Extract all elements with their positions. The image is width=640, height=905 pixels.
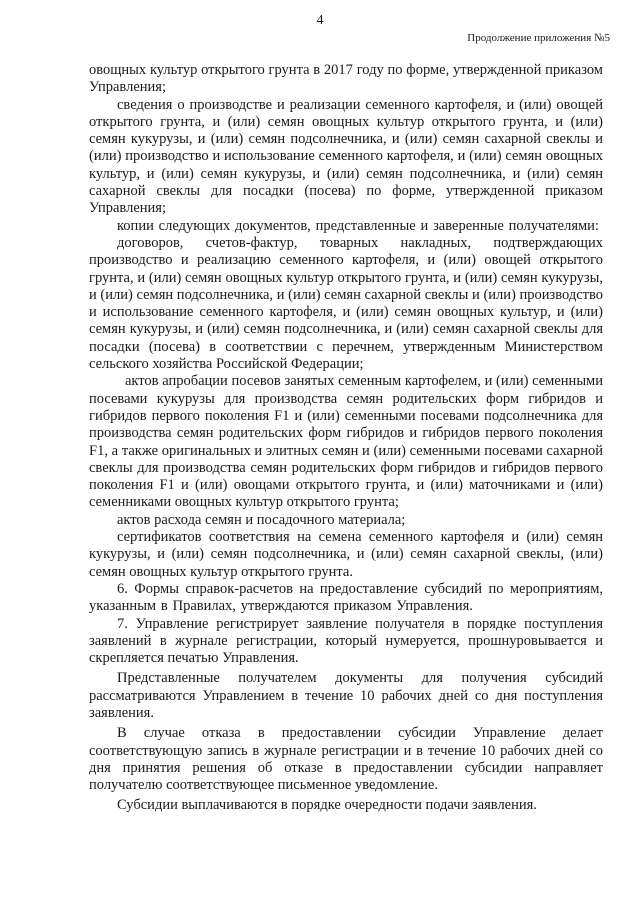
paragraph-7: сертификатов соответствия на семена семенного картофеля и (или) семян кукурузы, и (или) семян подсолнечника, и (или) семян сахарной свеклы, (или) семян овощных культур открытого грунта. xyxy=(89,529,603,580)
paragraph-9: 7. Управление регистрирует заявление получателя в порядке поступления заявлений в журнале регистрации, который нумеруется, прошнуровывается и скрепляется печатью Управления. xyxy=(89,615,603,667)
document-body xyxy=(89,62,603,815)
paragraph-1: овощных культур открытого грунта в 2017 году по форме, утвержденной приказом Управления; xyxy=(89,62,603,96)
paragraph-3: копии следующих документов, представленные и заверенные получателями: xyxy=(117,217,599,234)
paragraph-11: В случае отказа в предоставлении субсидии Управление делает соответствующую запись в журнале регистрации и в течение 10 рабочих дней со дня принятия решения об отказе в предоставлении субсидии направляет получателю соответствующее письменное уведомление. xyxy=(89,725,603,794)
paragraph-8: 6. Формы справок-расчетов на предоставление субсидий по мероприятиям, указанным в Правилах, утверждаются приказом Управления. xyxy=(89,580,603,615)
page-number: 4 xyxy=(316,13,324,28)
appendix-note: Продолжение приложения №5 xyxy=(467,32,610,44)
paragraph-5: актов апробации посевов занятых семенным картофелем, и (или) семенными посевами кукурузы для производства семян родительских форм гибридов и гибридов первого поколения F1 и (или) семенными посевами подсолнечника для производства семян родительских форм гибридов и гибридов первого поколения F1, а также оригинальных и элитных семян и (или) семенными посевами сахарной свеклы для производства семян родительских форм гибридов и гибридов первого поколения F1 и (или) овощами открытого грунта, и (или) маточниками и (или) семенниками овощных культур открытого грунта; xyxy=(89,373,603,511)
paragraph-4: договоров, счетов-фактур, товарных накладных, подтверждающих производство и реализацию семенного картофеля, и (или) овощей открытого грунта, и (или) семян овощных культур открытого грунта, и (или) семян кукурузы, и (или) семян подсолнечника, и (или) семян сахарной свеклы и (или) производство и использование семенного картофеля, и (или) семян овощных культур, и (или) семян кукурузы, и (или) семян подсолнечника, и (или) семян сахарной свеклы для посадки (посева) в соответствии с перечнем, утвержденным Министерством сельского хозяйства Российской Федерации; xyxy=(89,234,603,373)
paragraph-12: Субсидии выплачиваются в порядке очередности подачи заявления. xyxy=(117,797,537,814)
paragraph-2: сведения о производстве и реализации семенного картофеля, и (или) овощей открытого грунта, и (или) семян овощных культур открытого грунта, и (или) семян кукурузы, и (или) семян подсолнечника, и (или) семян сахарной свеклы и (или) производство и использование семенного картофеля, и (или) семян овощных культур, и (или) семян кукурузы, и (или) семян подсолнечника, и (или) семян сахарной свеклы для посадки (посева) по форме, утвержденной приказом Управления; xyxy=(89,96,603,217)
paragraph-6: актов расхода семян и посадочного материала; xyxy=(117,511,406,528)
paragraph-10: Представленные получателем документы для получения субсидий рассматриваются Управлением в течение 10 рабочих дней со дня поступления заявления. xyxy=(89,670,603,721)
